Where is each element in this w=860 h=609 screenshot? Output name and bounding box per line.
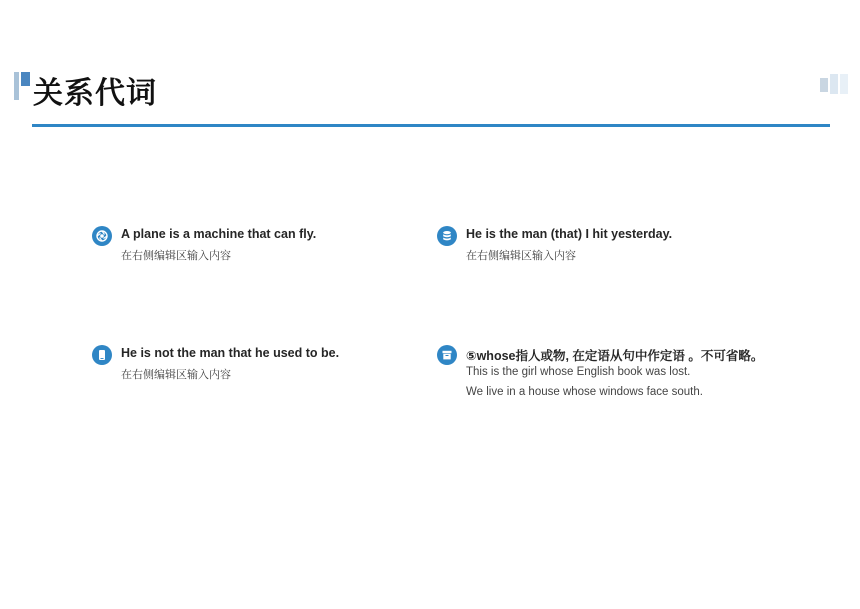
title-decoration-bar	[14, 72, 19, 100]
archive-icon	[437, 345, 457, 365]
page-title: 关系代词	[33, 76, 157, 111]
title-decoration-block	[21, 72, 30, 86]
item-heading: A plane is a machine that can fly.	[121, 227, 317, 241]
item-line: 在右侧编辑区输入内容	[121, 368, 231, 381]
phone-icon	[92, 345, 112, 365]
item-heading: He is the man (that) I hit yesterday.	[466, 227, 673, 241]
item-line: 在右侧编辑区输入内容	[466, 249, 576, 262]
title-divider	[32, 124, 830, 127]
database-icon	[437, 226, 457, 246]
item-line-example-2: We live in a house whose windows face south.	[466, 386, 703, 398]
item-line-example-1: This is the girl whose English book was lost.	[466, 366, 691, 378]
item-heading: ⑤whose指人或物, 在定语从句中作定语 。不可省略。	[466, 349, 764, 363]
aperture-icon	[92, 226, 112, 246]
item-heading: He is not the man that he used to be.	[121, 346, 340, 360]
item-line: 在右侧编辑区输入内容	[121, 249, 231, 262]
corner-decoration	[820, 74, 848, 94]
